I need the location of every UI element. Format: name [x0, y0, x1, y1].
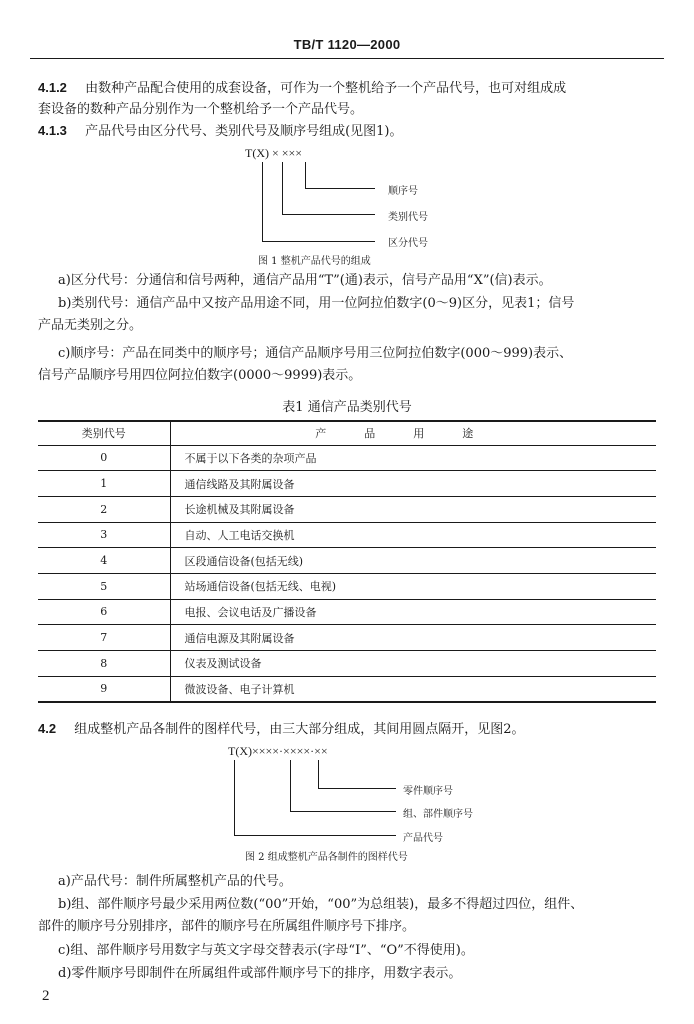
figure1-label-region: 区分代号: [388, 238, 428, 249]
figure1-label-seq: 顺序号: [388, 186, 418, 197]
table-cell-use: 电报、会议电话及广播设备: [170, 599, 656, 625]
table-1: [38, 420, 656, 703]
section-4-1-2-line2: 套设备的数种产品分别作为一个整机给予一个产品代号。: [38, 102, 364, 117]
table-cell-use: 通信线路及其附属设备: [170, 471, 656, 497]
table-row: [38, 548, 656, 574]
figure1-line-class-v: [282, 162, 283, 214]
section-4-1-3: [38, 121, 402, 142]
table-header-code: 类别代号: [38, 421, 170, 445]
table-row: [38, 625, 656, 651]
figure2-line-part-v: [318, 760, 319, 788]
figure2-line-group-v: [290, 760, 291, 811]
para-b-line2: 产品无类别之分。: [38, 318, 143, 333]
table-row: [38, 496, 656, 522]
figure2-label-product: 产品代号: [403, 833, 443, 844]
para2-d: d)零件顺序号即制件在所属组件或部件顺序号下的排序，用数字表示。: [58, 966, 462, 981]
figure2-label-group: 组、部件顺序号: [403, 809, 473, 820]
para2-b-line2: 部件的顺序号分别排序，部件的顺序号在所属组件顺序号下排序。: [38, 919, 416, 934]
section-text-line1: 由数种产品配合使用的成套设备，可作为一个整机给予一个产品代号，也可对组成成: [85, 81, 567, 96]
section-number: 4.2: [38, 721, 57, 736]
figure1-line-seq-v: [305, 162, 306, 188]
figure2-line-product-v: [234, 760, 235, 835]
table-cell-use: 仪表及测试设备: [170, 651, 656, 677]
figure1-caption: 图 1 整机产品代号的组成: [258, 256, 371, 267]
table-row: [38, 651, 656, 677]
figure1-line-seq-h: [305, 188, 375, 189]
table-cell-use: 自动、人工电话交换机: [170, 522, 656, 548]
figure2-line-product-h: [234, 835, 396, 836]
table-cell-use: 不属于以下各类的杂项产品: [170, 445, 656, 471]
table-header-use: 产品用途: [170, 421, 656, 445]
table-row: [38, 676, 656, 702]
figure2-code: T(X)××××·××××·××: [228, 744, 328, 758]
page-number: 2: [42, 988, 50, 1004]
section-number: 4.1.3: [38, 123, 67, 138]
para-c-line1: c)顺序号：产品在同类中的顺序号；通信产品顺序号用三位阿拉伯数字(000～999)表示、: [58, 346, 573, 361]
para-c-line2: 信号产品顺序号用四位阿拉伯数字(0000～9999)表示。: [38, 368, 362, 383]
table-header-row: [38, 421, 656, 445]
figure1-line-class-h: [282, 214, 375, 215]
table-cell-code: 1: [38, 471, 170, 497]
running-header: TB/T 1120—2000: [293, 37, 401, 52]
section-number: 4.1.2: [38, 80, 67, 95]
table-cell-code: 6: [38, 599, 170, 625]
table-cell-code: 7: [38, 625, 170, 651]
para-a: a)区分代号：分通信和信号两种，通信产品用“T”(通)表示，信号产品用“X”(信)表示。: [58, 273, 552, 288]
section-text: 组成整机产品各制件的图样代号，由三大部分组成，其间用圆点隔开，见图2。: [74, 722, 525, 737]
table-cell-use: 站场通信设备(包括无线、电视): [170, 573, 656, 599]
figure2-label-part: 零件顺序号: [403, 786, 453, 797]
table-cell-code: 0: [38, 445, 170, 471]
section-4-2: [38, 719, 525, 740]
para2-b-line1: b)组、部件顺序号最少采用两位数(“00”开始，“00”为总组装)，最多不得超过四位，组件、: [58, 897, 584, 912]
section-text: 产品代号由区分代号、类别代号及顺序号组成(见图1)。: [85, 124, 403, 139]
para2-a: a)产品代号：制件所属整机产品的代号。: [58, 874, 292, 889]
table-cell-code: 2: [38, 496, 170, 522]
para-b-line1: b)类别代号：通信产品中又按产品用途不同，用一位阿拉伯数字(0～9)区分，见表1；信号: [58, 296, 575, 311]
table-row: [38, 522, 656, 548]
table-cell-use: 通信电源及其附属设备: [170, 625, 656, 651]
figure1-code: T(X) × ×××: [245, 146, 303, 160]
figure2-line-group-h: [290, 811, 396, 812]
figure2-caption: 图 2 组成整机产品各制件的图样代号: [245, 852, 408, 863]
table-cell-code: 4: [38, 548, 170, 574]
table-cell-code: 5: [38, 573, 170, 599]
table-cell-use: 区段通信设备(包括无线): [170, 548, 656, 574]
figure1-line-region-h: [262, 241, 375, 242]
table1-title: 表1 通信产品类别代号: [282, 400, 412, 415]
section-4-1-2: [38, 78, 566, 99]
figure1-label-class: 类别代号: [388, 212, 428, 223]
para2-c: c)组、部件顺序号用数字与英文字母交替表示(字母“I”、“O”不得使用)。: [58, 943, 474, 958]
table-cell-code: 9: [38, 676, 170, 702]
table-cell-use: 微波设备、电子计算机: [170, 676, 656, 702]
table-cell-code: 3: [38, 522, 170, 548]
figure2-line-part-h: [318, 788, 396, 789]
table-row: [38, 471, 656, 497]
header-rule: [30, 58, 664, 59]
figure1-line-region-v: [262, 162, 263, 241]
table-row: [38, 445, 656, 471]
table-cell-code: 8: [38, 651, 170, 677]
table-row: [38, 599, 656, 625]
table-row: [38, 573, 656, 599]
table-cell-use: 长途机械及其附属设备: [170, 496, 656, 522]
